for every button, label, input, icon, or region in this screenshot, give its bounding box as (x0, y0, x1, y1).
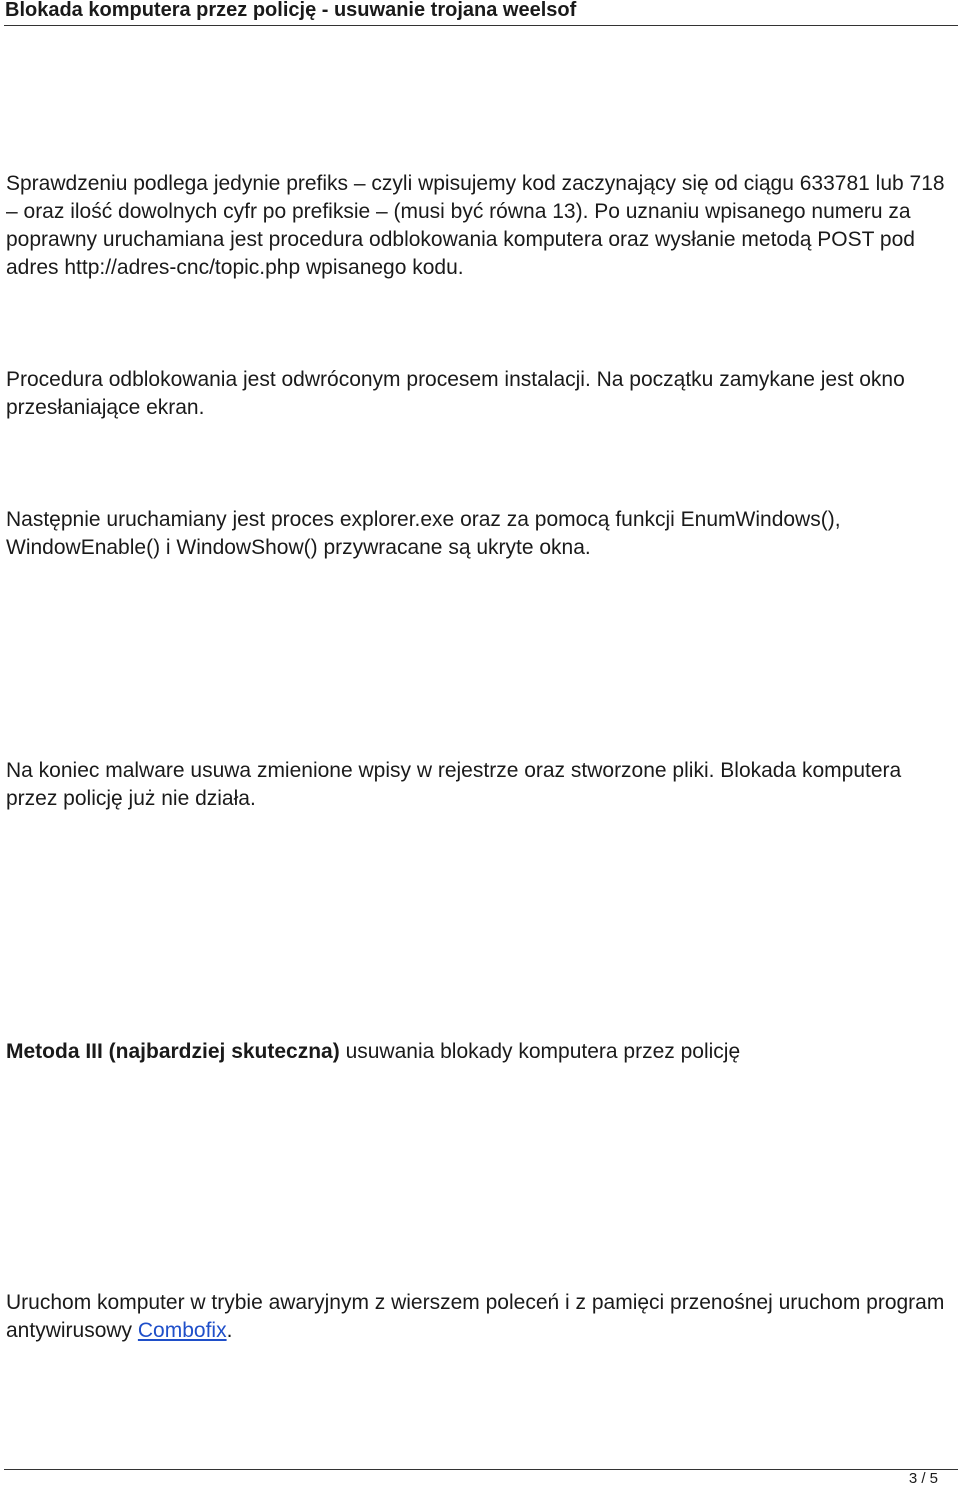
document-title: Blokada komputera przez policję - usuwanie trojana weelsof (5, 0, 577, 21)
method-three-rest: usuwania blokady komputera przez policję (339, 1040, 741, 1063)
method-three-heading (6, 1038, 951, 1066)
page-number: 3 / 5 (908, 1470, 938, 1487)
paragraph-cleanup: Na koniec malware usuwa zmienione wpisy w rejestrze oraz stworzone pliki. Blokada komputera przez policję już nie działa. (6, 759, 902, 810)
method-three-bold: Metoda III (najbardziej skuteczna) (6, 1040, 340, 1063)
footer-divider (4, 1469, 958, 1470)
combofix-link[interactable]: Combofix (137, 1319, 227, 1342)
safe-mode-period: . (226, 1319, 233, 1342)
paragraph-prefix-check: Sprawdzeniu podlega jedynie prefiks – czyli wpisujemy kod zaczynający się od ciągu 633781 lub 718 – oraz ilość dowolnych cyfr po prefiksie – (musi być równa 13). Po uznaniu wpisanego numeru za poprawny uruchamiana jest procedura odblokowania komputera oraz wysłanie metodą POST pod adres http://adres-cnc/topic.php wpisanego kodu. (6, 172, 945, 279)
safe-mode-text: Uruchom komputer w trybie awaryjnym z wierszem poleceń i z pamięci przenośnej uruchom program antywirusowy (6, 1291, 945, 1342)
paragraph-explorer-restore: Następnie uruchamiany jest proces explorer.exe oraz za pomocą funkcji EnumWindows(), WindowEnable() i WindowShow() przywracane są ukryte okna. (6, 508, 841, 559)
header-divider (4, 25, 958, 26)
paragraph-unlock-procedure: Procedura odblokowania jest odwróconym procesem instalacji. Na początku zamykane jest okno przesłaniające ekran. (6, 368, 905, 419)
paragraph-safe-mode (6, 1289, 951, 1345)
